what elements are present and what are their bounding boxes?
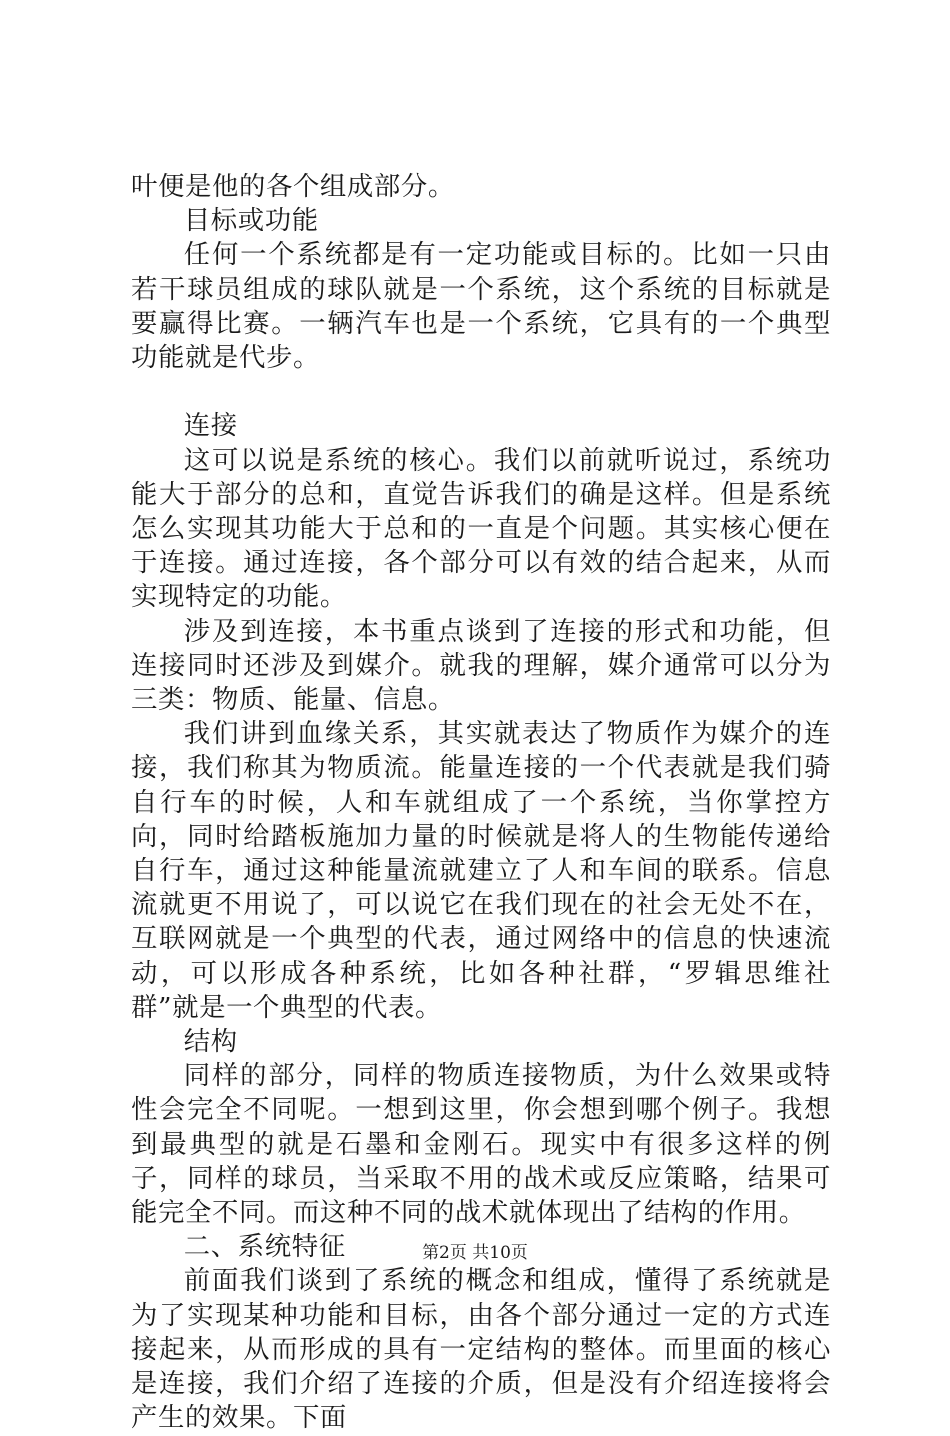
blank-line [131,375,831,409]
paragraph-structure: 同样的部分，同样的物质连接物质，为什么效果或特性会完全不同呢。一想到这里，你会想到哪个例子。我想到最典型的就是石墨和金刚石。现实中有很多这样的例子，同样的球员，当采取不用的战术或反应策略，结果可能完全不同。而这种不同的战术就体现出了结构的作用。 [131,1060,831,1229]
section-heading-connection: 连接 [183,410,238,442]
paragraph-system-features: 前面我们谈到了系统的概念和组成，懂得了系统就是为了实现某种功能和目标，由各个部分通过一定的方式连接起来，从而形成的具有一定结构的整体。而里面的核心是连接，我们介绍了连接的介质，但是没有介绍连接将会产生的效果。下面 [131,1265,831,1434]
section-heading-structure: 结构 [183,1026,238,1058]
section-heading-system-features: 二、系统特征 [183,1231,346,1263]
paragraph-goal: 任何一个系统都是有一定功能或目标的。比如一只由若干球员组成的球队就是一个系统，这个系统的目标就是要赢得比赛。一辆汽车也是一个系统，它具有的一个典型功能就是代步。 [131,239,831,374]
paragraph-connection-medium: 涉及到连接，本书重点谈到了连接的形式和功能，但连接同时还涉及到媒介。就我的理解，媒介通常可以分为三类：物质、能量、信息。 [131,615,831,716]
section-heading-goal: 目标或功能 [183,205,319,237]
page-number-footer: 第2页 共10页 [422,1243,528,1263]
paragraph-connection-flows: 我们讲到血缘关系，其实就表达了物质作为媒介的连接，我们称其为物质流。能量连接的一个代表就是我们骑自行车的时候，人和车就组成了一个系统，当你掌控方向，同时给踏板施加力量的时候就是将人的生物能传递给自行车，通过这种能量流就建立了人和车间的联系。信息流就更不用说了，可以说它在我们现在的社会无处不在，互联网就是一个典型的代表，通过网络中的信息的快速流动，可以形成各种系统，比如各种社群，“罗辑思维社群”就是一个典型的代表。 [131,718,831,1023]
paragraph-connection-core: 这可以说是系统的核心。我们以前就听说过，系统功能大于部分的总和，直觉告诉我们的确是这样。但是系统怎么实现其功能大于总和的一直是个问题。其实核心便在于连接。通过连接，各个部分可以有效的结合起来，从而实现特定的功能。 [131,444,831,613]
paragraph-continuation: 叶便是他的各个组成部分。 [131,171,455,202]
